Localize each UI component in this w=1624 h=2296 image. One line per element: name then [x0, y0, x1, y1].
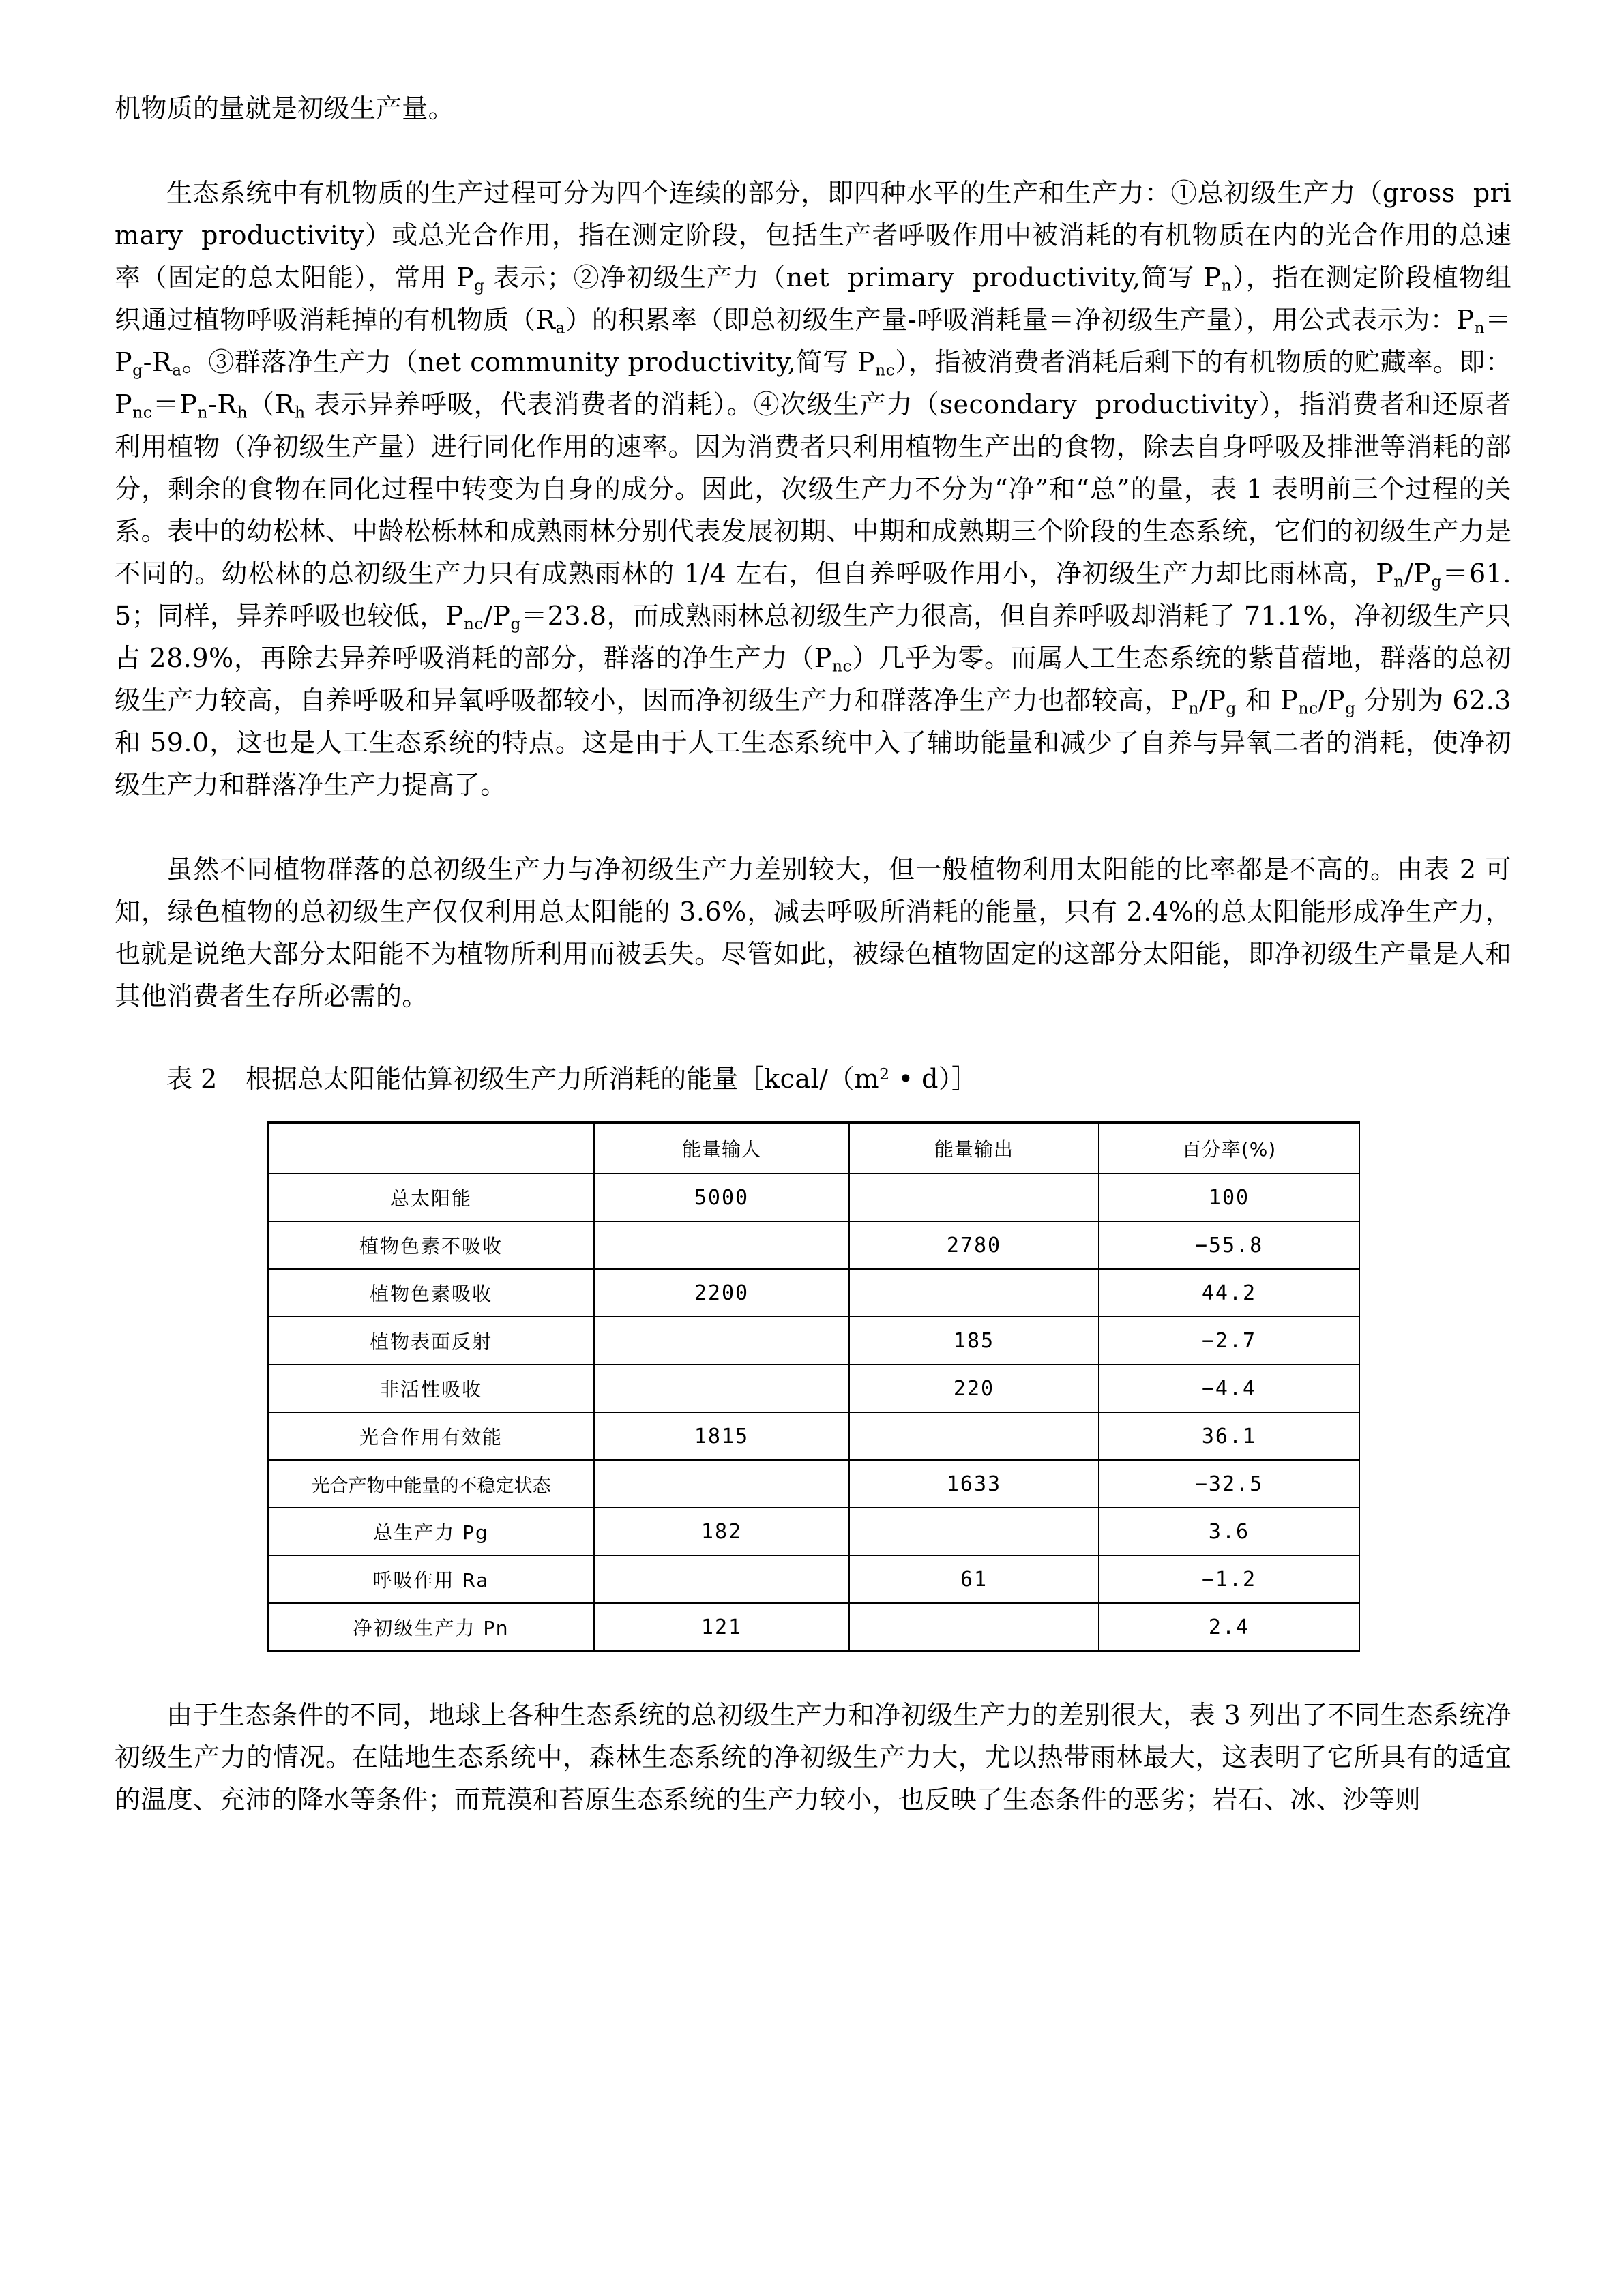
page-content	[115, 87, 1511, 1821]
paragraph-spacer	[115, 130, 1511, 172]
cell-input	[594, 1555, 849, 1603]
row-label: 总太阳能	[268, 1174, 594, 1221]
cell-output	[849, 1603, 1099, 1651]
row-label: 净初级生产力 Pn	[268, 1603, 594, 1651]
cell-percent: −4.4	[1099, 1365, 1359, 1412]
energy-budget-table	[267, 1121, 1360, 1652]
table-caption	[115, 1060, 1511, 1098]
cell-output: 185	[849, 1317, 1099, 1365]
cell-percent: 36.1	[1099, 1412, 1359, 1460]
cell-input: 1815	[594, 1412, 849, 1460]
table-row	[268, 1221, 1359, 1269]
paragraph-production-levels: 生态系统中有机物质的生产过程可分为四个连续的部分，即四种水平的生产和生产力：①总初级生产力（gross primary productivity）或总光合作用，指在测定阶段，包括生产者呼吸作用中被消耗的有机物质在内的光合作用的总速率（固定的总太阳能），常用 $P_g$ 表示；②净初级生产力（net primary productivity,简写 $P_n$），指在测定阶段植物组织通过植物呼吸消耗掉的有机物质$(R_a)$的积累率（即总初级生产量-呼吸消耗量＝净初级生产量），用公式表示为：$P_n=P_g-R_a$。③群落净生产力（net community productivity,简写 $P_{nc}$），指被消费者消耗后剩下的有机物质的贮藏率。即：$P_{nc}=P_n-R_h(R_h$ 表示异养呼吸，代表消费者的消耗）。④次级生产力（secondary productivity），指消费者和还原者利用植物（净初级生产量）进行同化作用的速率。因为消费者只利用植物生产出的食物，除去自身呼吸及排泄等消耗的部分，剩余的食物在同化过程中转变为自身的成分。因此，次级生产力不分为“净”和“总”的量，表 1 表明前三个过程的关系。表中的幼松林、中龄松栎林和成熟雨林分别代表发展初期、中期和成熟期三个阶段的生态系统，它们的初级生产力是不同的。幼松林的总初级生产力只有成熟雨林的 1/4 左右，但自养呼吸作用小，净初级生产力却比雨林高，$P_n/P_g=61.5$；同样，异养呼吸也较低，$P_{nc}/P_g=23.8$，而成熟雨林总初级生产力很高，但自养呼吸却消耗了 71.1%，净初级生产只占 28.9%，再除去异养呼吸消耗的部分，群落的净生产力$(P_{nc})$几乎为零。而属人工生态系统的紫苜蓿地，群落的总初级生产力较高，自养呼吸和异氧呼吸都较小，因而净初级生产力和群落净生产力也都较高，$P_n/P_g$ 和 $P_{nc}/P_g$ 分别为 62.3 和 59.0，这也是人工生态系统的特点。这是由于人工生态系统中入了辅助能量和减少了自养与异氧二者的消耗，使净初级生产力和群落净生产力提高了。	[115, 178, 1512, 800]
table-row	[268, 1555, 1359, 1603]
column-header-blank	[268, 1122, 594, 1174]
cell-output: 2780	[849, 1221, 1099, 1269]
column-header-energy-output: 能量输出	[849, 1122, 1099, 1174]
cell-output	[849, 1174, 1099, 1221]
cell-input	[594, 1460, 849, 1508]
paragraph-continuation: 机物质的量就是初级生产量。	[115, 93, 454, 123]
cell-output	[849, 1508, 1099, 1555]
table-number: 表 2	[166, 1064, 218, 1094]
row-label: 总生产力 Pg	[268, 1508, 594, 1555]
column-header-percent: 百分率(%)	[1099, 1122, 1359, 1174]
row-label: 光合作用有效能	[268, 1412, 594, 1460]
cell-output	[849, 1269, 1099, 1317]
cell-percent: −32.5	[1099, 1460, 1359, 1508]
row-label: 光合产物中能量的不稳定状态	[268, 1460, 594, 1508]
cell-input: 121	[594, 1603, 849, 1651]
table-row	[268, 1412, 1359, 1460]
paragraph-spacer	[115, 806, 1511, 848]
row-label: 植物色素吸收	[268, 1269, 594, 1317]
paragraph-solar-ratio: 虽然不同植物群落的总初级生产力与净初级生产力差别较大，但一般植物利用太阳能的比率都是不高的。由表 2 可知，绿色植物的总初级生产仅仅利用总太阳能的 3.6%，减去呼吸所消耗的能量，只有 2.4%的总太阳能形成净生产力，也就是说绝大部分太阳能不为植物所利用而被丢失。尽管如此，被绿色植物固定的这部分太阳能，即净初级生产量是人和其他消费者生存所必需的。	[115, 854, 1511, 1011]
paragraph-spacer	[115, 1652, 1511, 1694]
row-label: 植物色素不吸收	[268, 1221, 594, 1269]
cell-percent: −1.2	[1099, 1555, 1359, 1603]
cell-percent: 2.4	[1099, 1603, 1359, 1651]
cell-percent: 100	[1099, 1174, 1359, 1221]
table-header	[268, 1122, 1359, 1174]
cell-output	[849, 1412, 1099, 1460]
cell-input: 182	[594, 1508, 849, 1555]
table-row	[268, 1508, 1359, 1555]
cell-output: 220	[849, 1365, 1099, 1412]
paragraph-ecosystem-variation: 由于生态条件的不同，地球上各种生态系统的总初级生产力和净初级生产力的差别很大，表 3 列出了不同生态系统净初级生产力的情况。在陆地生态系统中，森林生态系统的净初级生产力大，尤以热带雨林最大，这表明了它所具有的适宜的温度、充沛的降水等条件；而荒漠和苔原生态系统的生产力较小，也反映了生态条件的恶劣；岩石、冰、沙等则	[115, 1700, 1511, 1815]
table-row	[268, 1603, 1359, 1651]
column-header-energy-input: 能量输人	[594, 1122, 849, 1174]
table-row	[268, 1174, 1359, 1221]
row-label: 植物表面反射	[268, 1317, 594, 1365]
cell-input	[594, 1365, 849, 1412]
table-title: 根据总太阳能估算初级生产力所消耗的能量$[kcal/(m^2$ • d）］	[246, 1064, 977, 1094]
row-label: 呼吸作用 Ra	[268, 1555, 594, 1603]
table-container	[115, 1121, 1511, 1652]
table-row	[268, 1460, 1359, 1508]
cell-input: 2200	[594, 1269, 849, 1317]
table-row	[268, 1269, 1359, 1317]
cell-percent: 3.6	[1099, 1508, 1359, 1555]
cell-input	[594, 1221, 849, 1269]
cell-percent: −2.7	[1099, 1317, 1359, 1365]
paragraph-spacer	[115, 1017, 1511, 1060]
row-label: 非活性吸收	[268, 1365, 594, 1412]
table-header-row	[268, 1122, 1359, 1174]
table-body	[268, 1174, 1359, 1651]
table-row	[268, 1317, 1359, 1365]
cell-input: 5000	[594, 1174, 849, 1221]
cell-output: 61	[849, 1555, 1099, 1603]
table-row	[268, 1365, 1359, 1412]
cell-percent: −55.8	[1099, 1221, 1359, 1269]
cell-input	[594, 1317, 849, 1365]
cell-output: 1633	[849, 1460, 1099, 1508]
cell-percent: 44.2	[1099, 1269, 1359, 1317]
